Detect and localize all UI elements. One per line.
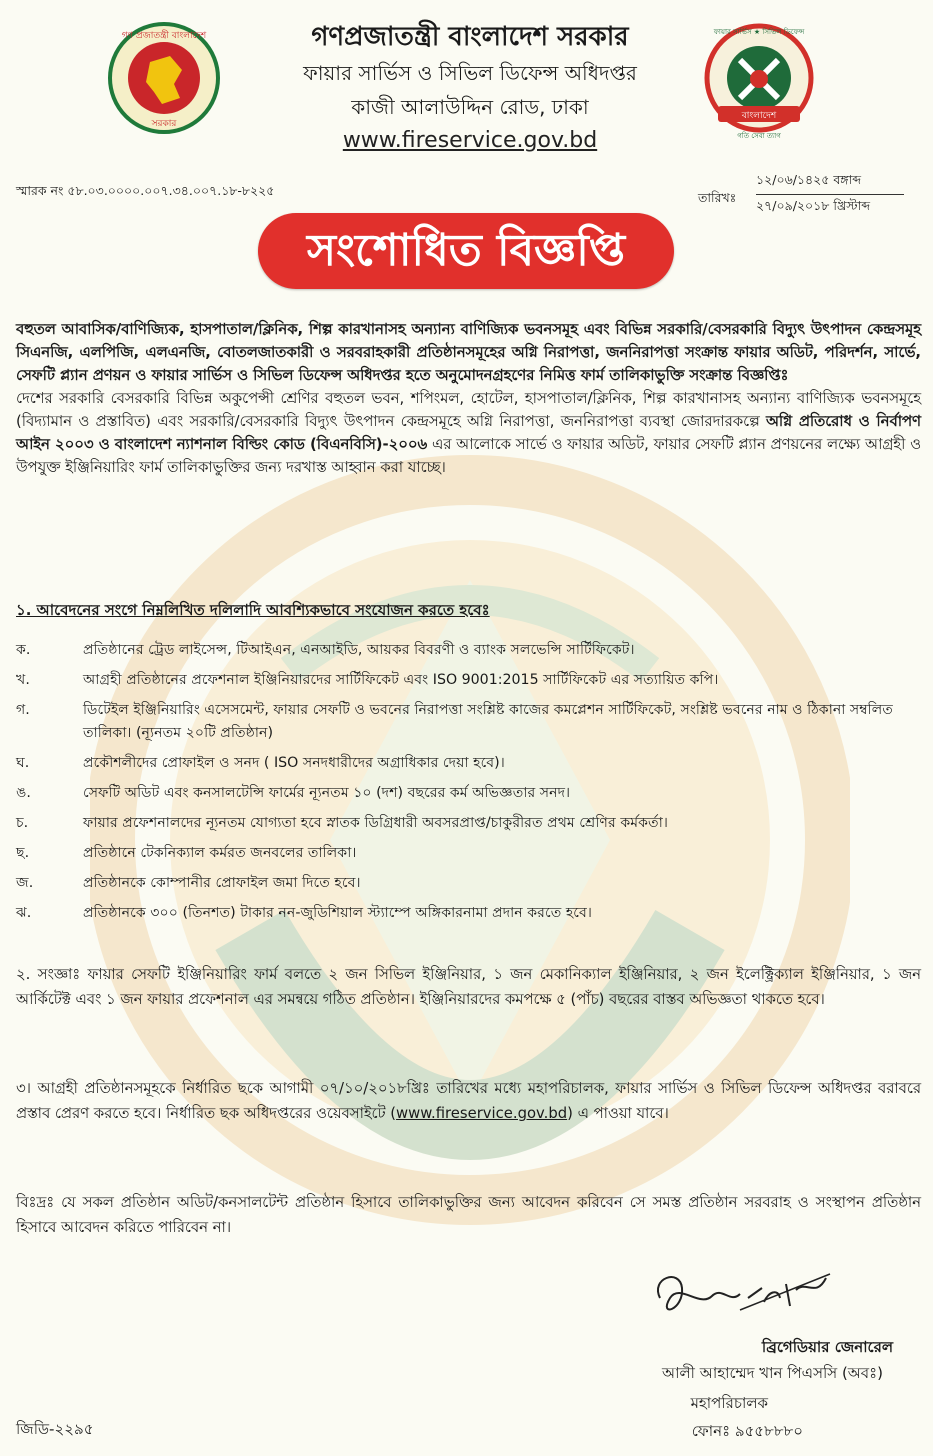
list-item-text: ডিটেইল ইঞ্জিনিয়ারিং এসেসমেন্ট, ফায়ার সেফটি ও ভবনের নিরাপত্তা সংশ্লিষ্ট কাজের কমপ্লেশন সার্টিফিকেট, সংশ্লিষ্ট ভবনের নাম ও ঠিকানা সম্বলিত তালিকা। (ন্যূনতম ২০টি প্রতিষ্ঠান)	[83, 702, 893, 741]
list-item	[16, 812, 921, 835]
section-1-heading: ১. আবেদনের সংগে নিম্নলিখিত দলিলাদি আবশ্যিকভাবে সংযোজন করতে হবেঃ	[16, 601, 490, 619]
section-3-text-b: ) এ পাওয়া যাবে।	[567, 1105, 669, 1122]
website-link[interactable]: www.fireservice.gov.bd	[342, 128, 598, 153]
government-seal-icon	[108, 22, 220, 134]
svg-text:সরকার: সরকার	[151, 119, 177, 129]
required-documents-list	[16, 639, 921, 932]
signatory-title: মহাপরিচালক	[690, 1394, 768, 1412]
intro-body-b: এর আলোকে সার্ভে ও ফায়ার অডিট, ফায়ার সেফটি প্ল্যান প্রণয়নের লক্ষ্যে আগ্রহী ও উপযুক্ত ইঞ্জিনিয়ারিং ফার্ম তালিকাভুক্তির জন্য দরখাস্ত আহ্বান করা যাচ্ছে।	[16, 436, 921, 476]
office-address: কাজী আলাউদ্দিন রোড, ঢাকা	[351, 95, 589, 119]
signatory-phone: ফোনঃ ৯৫৫৮৮৮০	[691, 1422, 803, 1440]
list-marker: ক.	[16, 642, 31, 658]
list-marker: ছ.	[16, 845, 30, 861]
section-3-text-a: ৩। আগ্রহী প্রতিষ্ঠানসমূহকে নির্ধারিত ছকে আগামী ০৭/১০/২০১৮খ্রিঃ তারিখের মধ্যে মহাপরিচালক, ফায়ার সার্ভিস ও সিভিল ডিফেন্স অধিদপ্তর বরাবরে প্রস্তাব প্রেরণ করতে হবে। নির্ধারিত ছক অধিদপ্তরের ওয়েবসাইটে (	[16, 1080, 921, 1122]
list-marker: চ.	[16, 815, 29, 831]
list-item-text: প্রতিষ্ঠানের ট্রেড লাইসেন্স, টিআইএন, এনআইডি, আয়কর বিবরণী ও ব্যাংক সলভেন্সি সার্টিফিকেট।	[83, 642, 635, 658]
svg-text:বাংলাদেশ: বাংলাদেশ	[741, 111, 777, 121]
section-3-submission	[16, 1076, 921, 1126]
section-2-definition: ২. সংজ্ঞাঃ ফায়ার সেফটি ইঞ্জিনিয়ারিং ফার্ম বলতে ২ জন সিভিল ইঞ্জিনিয়ার, ১ জন মেকানিক্যাল ইঞ্জিনিয়ার, ২ জন ইলেক্ট্রিক্যাল ইঞ্জিনিয়ার, ১ জন আর্কিটেক্ট এবং ১ জন ফায়ার প্রফেশনাল এর সমন্বয়ে গঠিত প্রতিষ্ঠান। ইঞ্জিনিয়ারদের কমপক্ষে ৫ (পাঁচ) বছরের বাস্তব অভিজ্ঞতা থাকতে হবে।	[16, 966, 921, 1008]
intro-bold: বহুতল আবাসিক/বাণিজ্যিক, হাসপাতাল/ক্লিনিক, শিল্প কারখানাসহ অন্যান্য বাণিজ্যিক ভবনসমূহ এবং বিভিন্ন সরকারি/বেসরকারি বিদ্যুৎ উৎপাদন কেন্দ্রসমূহ সিএনজি, এলপিজি, এলএনজি, বোতলজাতকারী ও সরবরাহকারী প্রতিষ্ঠানসমূহের অগ্নি নিরাপত্তা, জননিরাপত্তা সংক্রান্ত ফায়ার অডিট, পরিদর্শন, সার্ভে, সেফটি প্ল্যান প্রণয়ন ও ফায়ার সার্ভিস ও সিভিল ডিফেন্স অধিদপ্তর হতে অনুমোদনগ্রহণের নিমিত্ত ফার্ম তালিকাভুক্তি সংক্রান্ত বিজ্ঞপ্তিঃ	[16, 321, 921, 384]
gd-reference-code: জিডি-২২৯৫	[16, 1420, 94, 1438]
list-item-text: প্রতিষ্ঠানকে কোম্পানীর প্রোফাইল জমা দিতে হবে।	[83, 875, 361, 891]
list-item-text: প্রতিষ্ঠানে টেকনিক্যাল কর্মরত জনবলের তালিকা।	[83, 845, 357, 861]
note-paragraph: বিঃদ্রঃ যে সকল প্রতিষ্ঠান অডিট/কনসালটেন্ট প্রতিষ্ঠান হিসাবে তালিকাভুক্তির জন্য আবেদন করিবেন সে সমস্ত প্রতিষ্ঠান সরবরাহ ও সংস্থাপন প্রতিষ্ঠান হিসাবে আবেদন করিতে পারিবেন না।	[16, 1194, 921, 1236]
handwritten-signature	[640, 1258, 840, 1330]
notice-title-banner: সংশোধিত বিজ্ঞপ্তি	[258, 213, 674, 289]
list-item	[16, 842, 921, 865]
fire-service-logo-icon	[700, 20, 818, 142]
government-title: গণপ্রজাতন্ত্রী বাংলাদেশ সরকার	[311, 22, 629, 52]
website-link-inline[interactable]: www.fireservice.gov.bd	[396, 1105, 568, 1122]
intro-body-a: দেশের সরকারি বেসরকারি বিভিন্ন অকুপেন্সী শ্রেণির বহুতল ভবন, শপিংমল, হোটেল, হাসপাতাল/ক্লিনিক, শিল্প কারখানাসহ অন্যান্য বাণিজ্যিক ভবনসমূহে (বিদ্যামান ও প্রস্তাবিত) এবং সরকারি/বেসরকারি বিদ্যুৎ উৎপাদন কেন্দ্রসমূহে অগ্নি নিরাপত্তা, জননিরাপত্তা ব্যবস্থা জোরদারকল্পে	[16, 390, 921, 430]
date-bangla: ১২/০৬/১৪২৫ বঙ্গাব্দ	[756, 172, 904, 195]
list-item	[16, 699, 921, 745]
list-item	[16, 639, 921, 662]
list-marker: ঘ.	[16, 755, 30, 771]
list-item-text: সেফটি অডিট এবং কনসালটেন্সি ফার্মের ন্যূনতম ১০ (দশ) বছরের কর্ম অভিজ্ঞতার সনদ।	[83, 785, 571, 801]
list-item	[16, 752, 921, 775]
list-item	[16, 872, 921, 895]
intro-paragraph	[16, 318, 921, 479]
intro-body-bold: অগ্নি প্রতিরোধ ও নির্বাপণ আইন ২০০৩ ও বাংলাদেশ ন্যাশনাল বিল্ডিং কোড (বিএনবিসি)-২০০৬	[16, 413, 921, 453]
list-marker: জ.	[16, 875, 34, 891]
date-label: তারিখঃ	[698, 190, 737, 205]
list-marker: ঝ.	[16, 905, 32, 921]
list-item-text: আগ্রহী প্রতিষ্ঠানের প্রফেশনাল ইঞ্জিনিয়ারদের সার্টিফিকেট এবং ISO 9001:2015 সার্টিফিকেট এর সত্যায়িত কপি।	[83, 672, 719, 688]
list-item	[16, 782, 921, 805]
svg-text:ফায়ার সার্ভিস ★ সিভিল ডিফেন্স: ফায়ার সার্ভিস ★ সিভিল ডিফেন্স	[713, 28, 805, 36]
list-item	[16, 902, 921, 925]
letterhead	[0, 0, 933, 175]
list-marker: ঙ.	[16, 785, 31, 801]
memo-number: স্মারক নং ৫৮.০৩.০০০০.০০৭.৩৪.০০৭.১৮-৮২২৫	[16, 183, 275, 198]
list-marker: গ.	[16, 702, 30, 718]
svg-text:গণ প্রজাতন্ত্রী বাংলাদেশ: গণ প্রজাতন্ত্রী বাংলাদেশ	[121, 31, 207, 41]
date-english: ২৭/০৯/২০১৮ খ্রিস্টাব্দ	[756, 198, 870, 213]
list-item-text: ফায়ার প্রফেশনালদের ন্যূনতম যোগ্যতা হবে স্নাতক ডিগ্রিধারী অবসরপ্রাপ্ত/চাকুরীরত প্রথম শ্রেণির কর্মকর্তা।	[83, 815, 668, 831]
list-marker: খ.	[16, 672, 30, 688]
svg-text:গতি সেবা ত্যাগ: গতি সেবা ত্যাগ	[737, 132, 781, 140]
list-item-text: প্রতিষ্ঠানকে ৩০০ (তিনশত) টাকার নন-জুডিশিয়াল স্ট্যাম্পে অঙ্গিকারনামা প্রদান করতে হবে।	[83, 905, 592, 921]
signatory-rank: ব্রিগেডিয়ার জেনারেল	[761, 1338, 893, 1356]
list-item	[16, 669, 921, 692]
signatory-name: আলী আহাম্মেদ খান পিএসসি (অবঃ)	[662, 1364, 883, 1382]
department-name: ফায়ার সার্ভিস ও সিভিল ডিফেন্স অধিদপ্তর	[303, 61, 637, 85]
list-item-text: প্রকৌশলীদের প্রোফাইল ও সনদ ( ISO সনদধারীদের অগ্রাধিকার দেয়া হবে)।	[83, 755, 505, 771]
organization-heading	[230, 18, 710, 158]
